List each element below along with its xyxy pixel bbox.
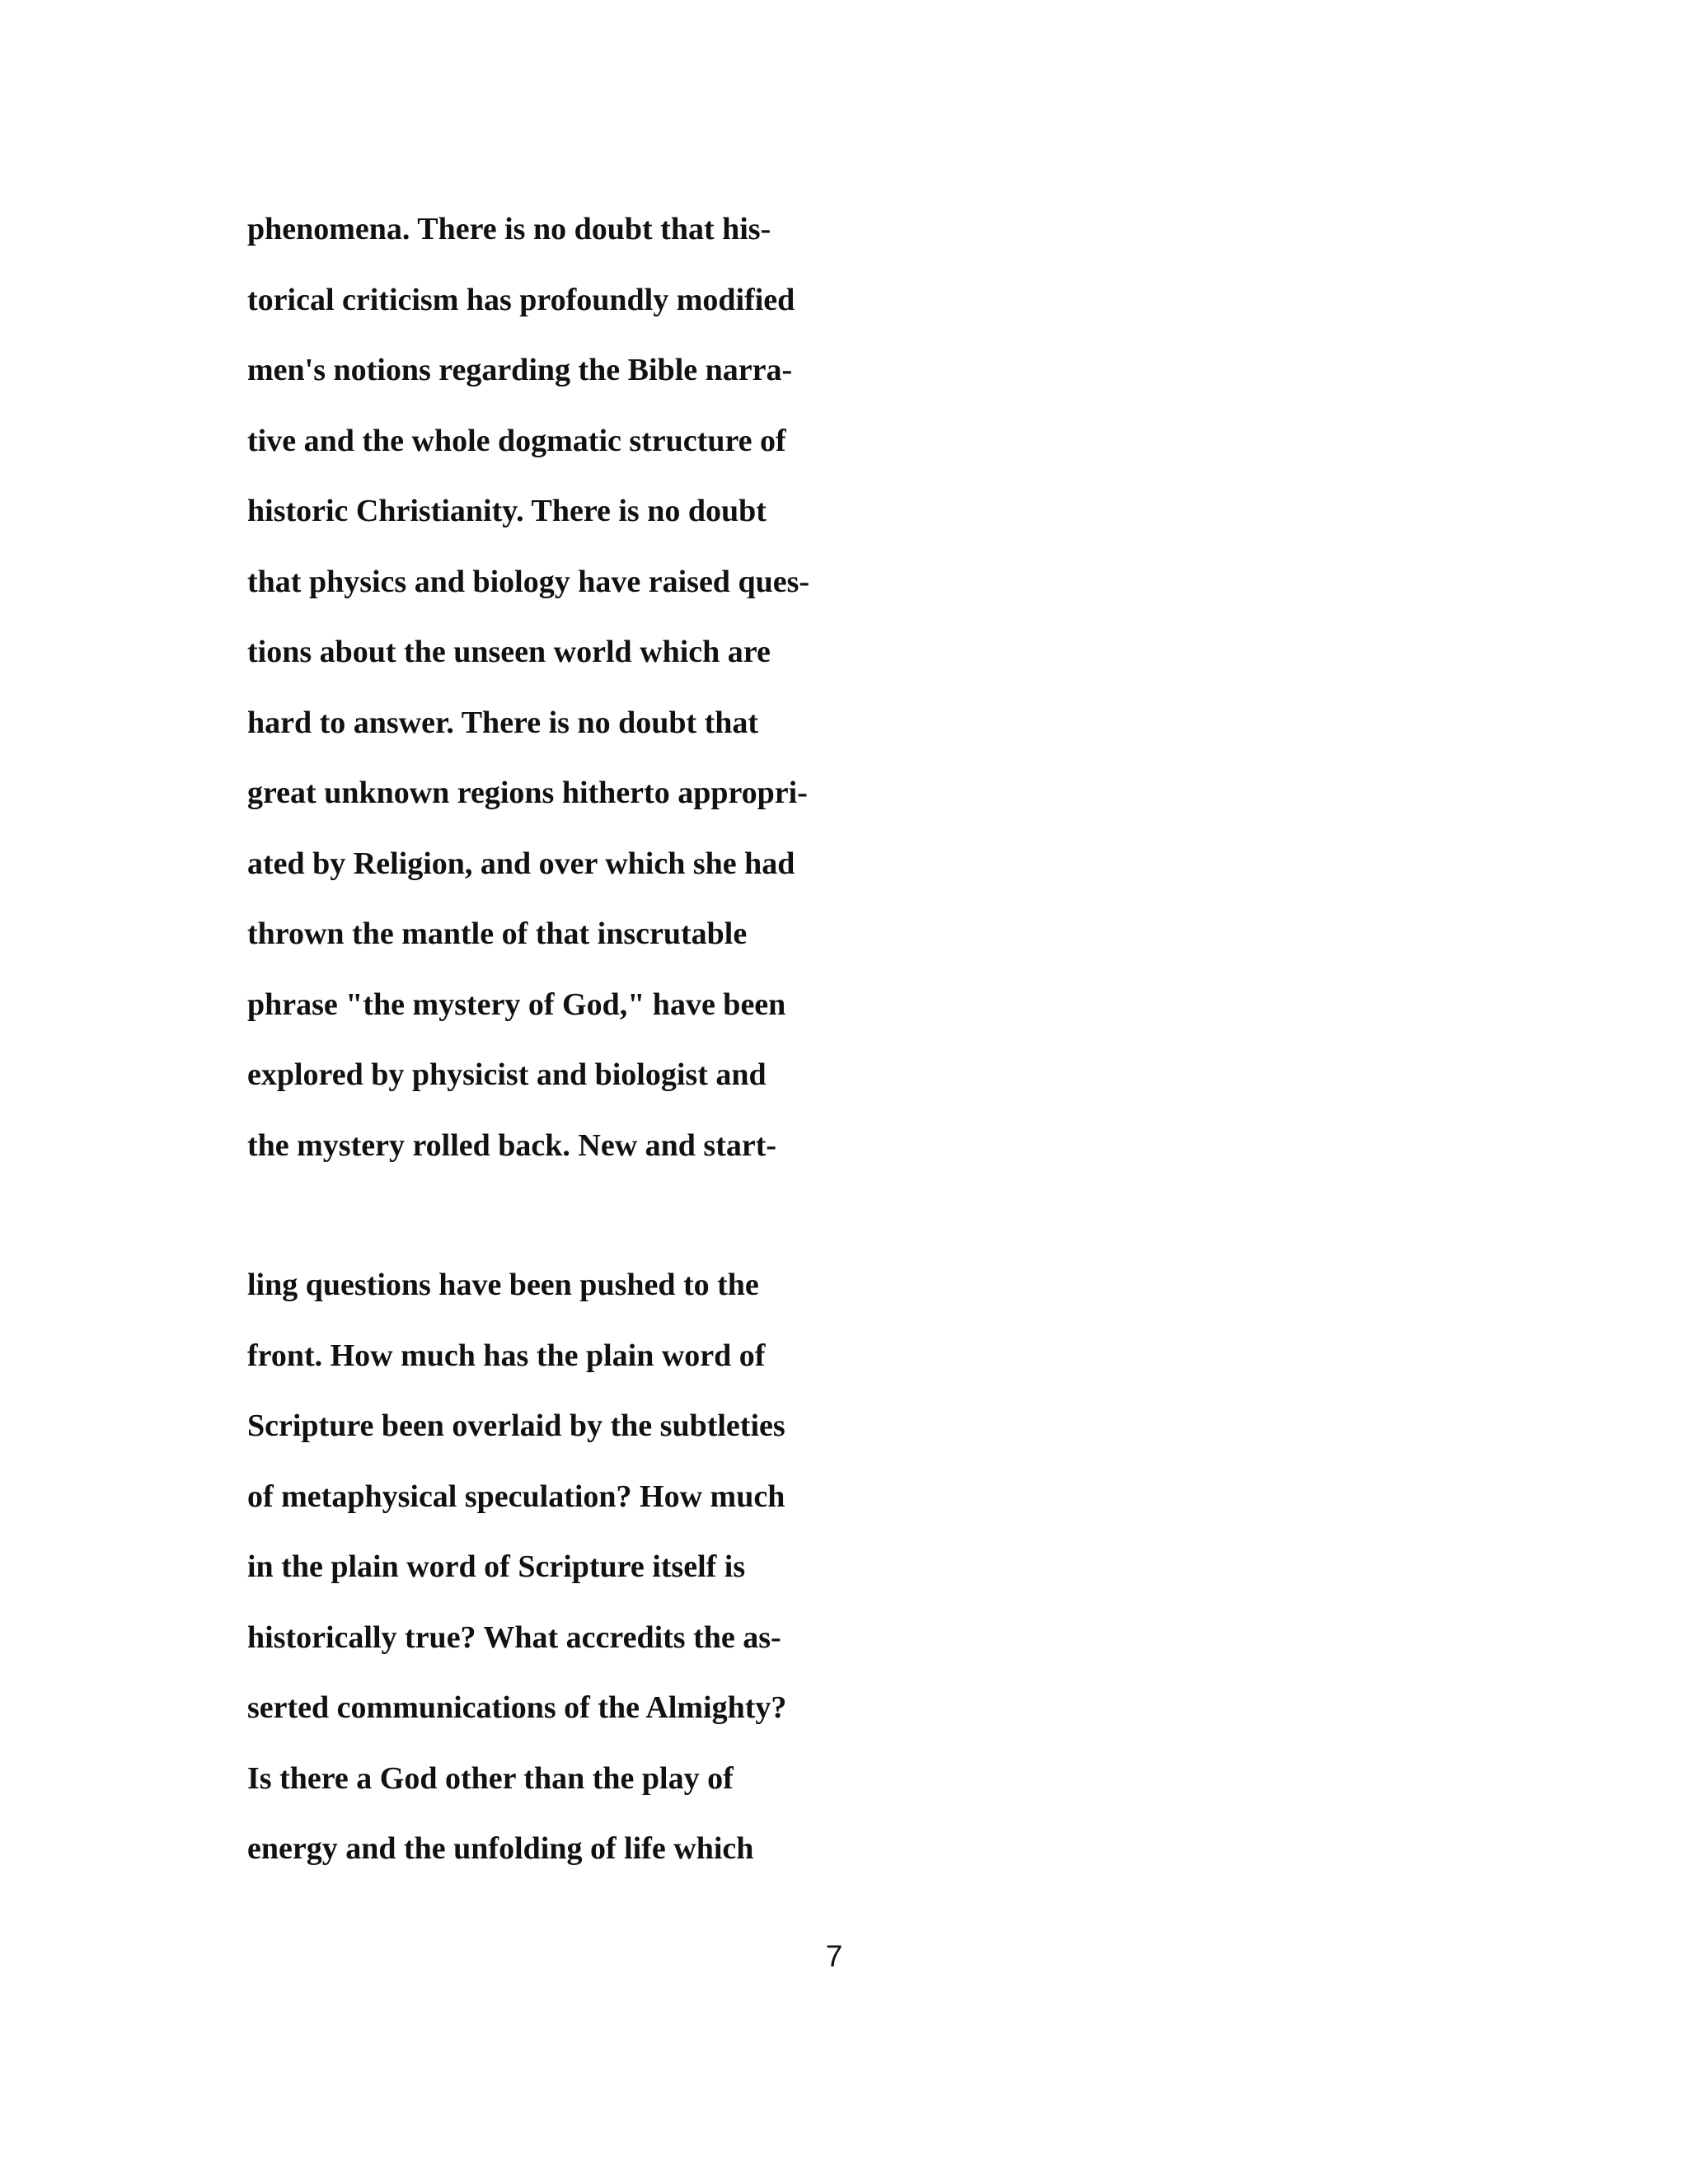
text-line: phenomena. There is no doubt that his-	[247, 212, 771, 246]
text-line: historic Christianity. There is no doubt	[247, 494, 767, 528]
text-line: tive and the whole dogmatic structure of	[247, 423, 786, 458]
paragraph-block-bottom	[247, 1250, 1484, 1885]
text-line: serted communications of the Almighty?	[247, 1690, 787, 1725]
text-line: Is there a God other than the play of	[247, 1760, 734, 1796]
text-line: the mystery rolled back. New and start-	[247, 1127, 777, 1163]
text-line: tions about the unseen world which are	[247, 635, 771, 669]
text-line: ated by Religion, and over which she had	[247, 846, 795, 881]
text-line: thrown the mantle of that inscrutable	[247, 916, 748, 951]
text-line: men's notions regarding the Bible narra-	[247, 353, 793, 387]
text-line: explored by physicist and biologist and	[247, 1057, 767, 1092]
text-line: in the plain word of Scripture itself is	[247, 1549, 746, 1584]
text-line: ling questions have been pushed to the	[247, 1268, 759, 1302]
text-line: historically true? What accredits the as-	[247, 1619, 781, 1655]
text-line: of metaphysical speculation? How much	[247, 1479, 785, 1514]
paragraph-block-top	[247, 194, 1484, 1181]
text-line: that physics and biology have raised ques-	[247, 564, 810, 599]
text-line: great unknown regions hitherto appropri-	[247, 776, 808, 810]
text-line: energy and the unfolding of life which	[247, 1831, 754, 1866]
text-line: front. How much has the plain word of	[247, 1338, 766, 1373]
text-line: Scripture been overlaid by the subtleties	[247, 1408, 785, 1443]
page-number: 7	[825, 1939, 843, 1973]
text-line: torical criticism has profoundly modified	[247, 282, 795, 317]
text-line: phrase "the mystery of God," have been	[247, 987, 786, 1022]
text-line: hard to answer. There is no doubt that	[247, 705, 759, 740]
